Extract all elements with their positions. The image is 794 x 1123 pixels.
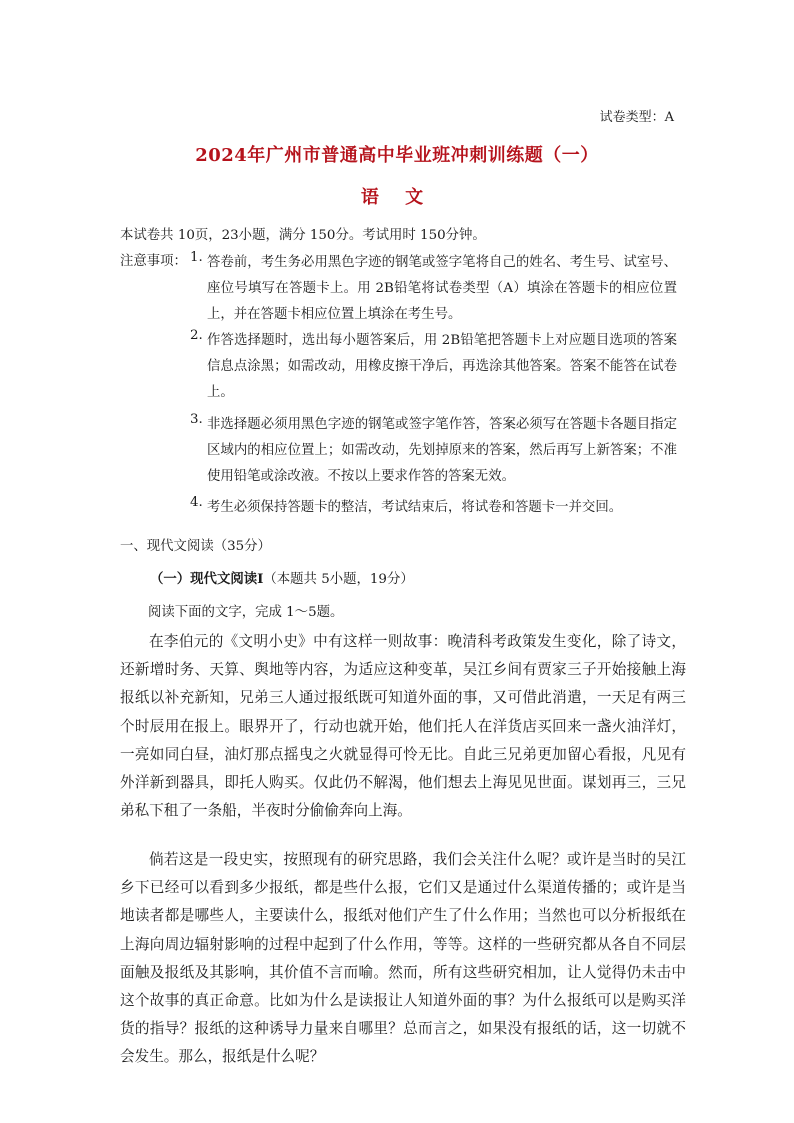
exam-type-label: 试卷类型：A (599, 110, 674, 125)
passage-paragraph-2: 倘若这是一段史实，按照现有的研究思路，我们会关注什么呢？或许是当时的吴江乡下已经可以看到多少报纸，都是些什么报，它们又是通过什么渠道传播的；或许是当地读者都是哪些人，主要读什么，报纸对他们产生了什么作用；当然也可以分析报纸在上海向周边辐射影响的过程中起到了什么作用，等等。这样的一些研究都从各自不同层面触及报纸及其影响，其价值不言而喻。然而，所有这些研究相加，让人觉得仍未击中这个故事的真正命意。比如为什么是读报让人知道外面的事？为什么报纸可以是购买洋货的指导？报纸的这种诱导力量来自哪里？总而言之，如果没有报纸的话，这一切就不会发生。那么，报纸是什么呢？ (120, 851, 686, 1066)
sub-heading-title: （一）现代文阅读Ⅰ (150, 571, 264, 587)
notice-item-text: 非选择题必须用黑色字迹的钢笔或签字笔作答，答案必须写在答题卡各题目指定区域内的相应位置上；如需改动，先划掉原来的答案，然后再写上新答案；不准使用铅笔或涂改液。不按以上要求作答的答案无效。 (207, 417, 677, 484)
sub-heading-detail: （本题共 5小题，19分） (263, 572, 414, 587)
notice-item-text: 作答选择题时，选出每小题答案后，用 2B铅笔把答题卡上对应题目选项的答案信息点涂黑；如需改动，用橡皮擦干净后，再选涂其他答案。答案不能答在试卷上。 (207, 333, 677, 400)
reading-instruction: 阅读下面的文字，完成 1～5题。 (148, 605, 344, 620)
exam-intro: 本试卷共 10页，23小题，满分 150分。考试用时 150分钟。 (120, 228, 486, 243)
notice-item-text: 考生必须保持答题卡的整洁，考试结束后，将试卷和答题卡一并交回。 (207, 500, 623, 515)
notice-label: 注意事项： (120, 254, 187, 269)
notice-item-number: 1. (190, 250, 203, 265)
exam-subject: 语 文 (360, 187, 434, 208)
notice-item-number: 4. (190, 495, 203, 510)
sub-heading (150, 568, 414, 587)
notice-item-text: 答卷前，考生务必用黑色字迹的钢笔或签字笔将自己的姓名、考生号、试室号、座位号填写在答题卡上。用 2B铅笔将试卷类型（A）填涂在答题卡的相应位置上，并在答题卡相应位置上填涂在考生号。 (207, 255, 677, 322)
section-heading: 一、现代文阅读（35分） (120, 539, 271, 554)
passage-paragraph-1: 在李伯元的《文明小史》中有这样一则故事：晚清科考政策发生变化，除了诗文，还新增时务、天算、舆地等内容，为适应这种变革，吴江乡间有贾家三子开始接触上海报纸以补充新知，兄弟三人通过报纸既可知道外面的事，又可借此消遣，一天足有两三个时辰用在报上。眼界开了，行动也就开始，他们托人在洋货店买回来一盏火油洋灯，一亮如同白昼，油灯那点摇曳之火就显得可怜无比。自此三兄弟更加留心看报，凡见有外洋新到器具，即托人购买。仅此仍不解渴，他们想去上海见见世面。谋划再三，三兄弟私下租了一条船，半夜时分偷偷奔向上海。 (120, 633, 686, 820)
exam-title: 2024年广州市普通高中毕业班冲刺训练题（一） (195, 145, 599, 166)
notice-item-number: 3. (190, 412, 203, 427)
notice-item-number: 2. (190, 328, 203, 343)
